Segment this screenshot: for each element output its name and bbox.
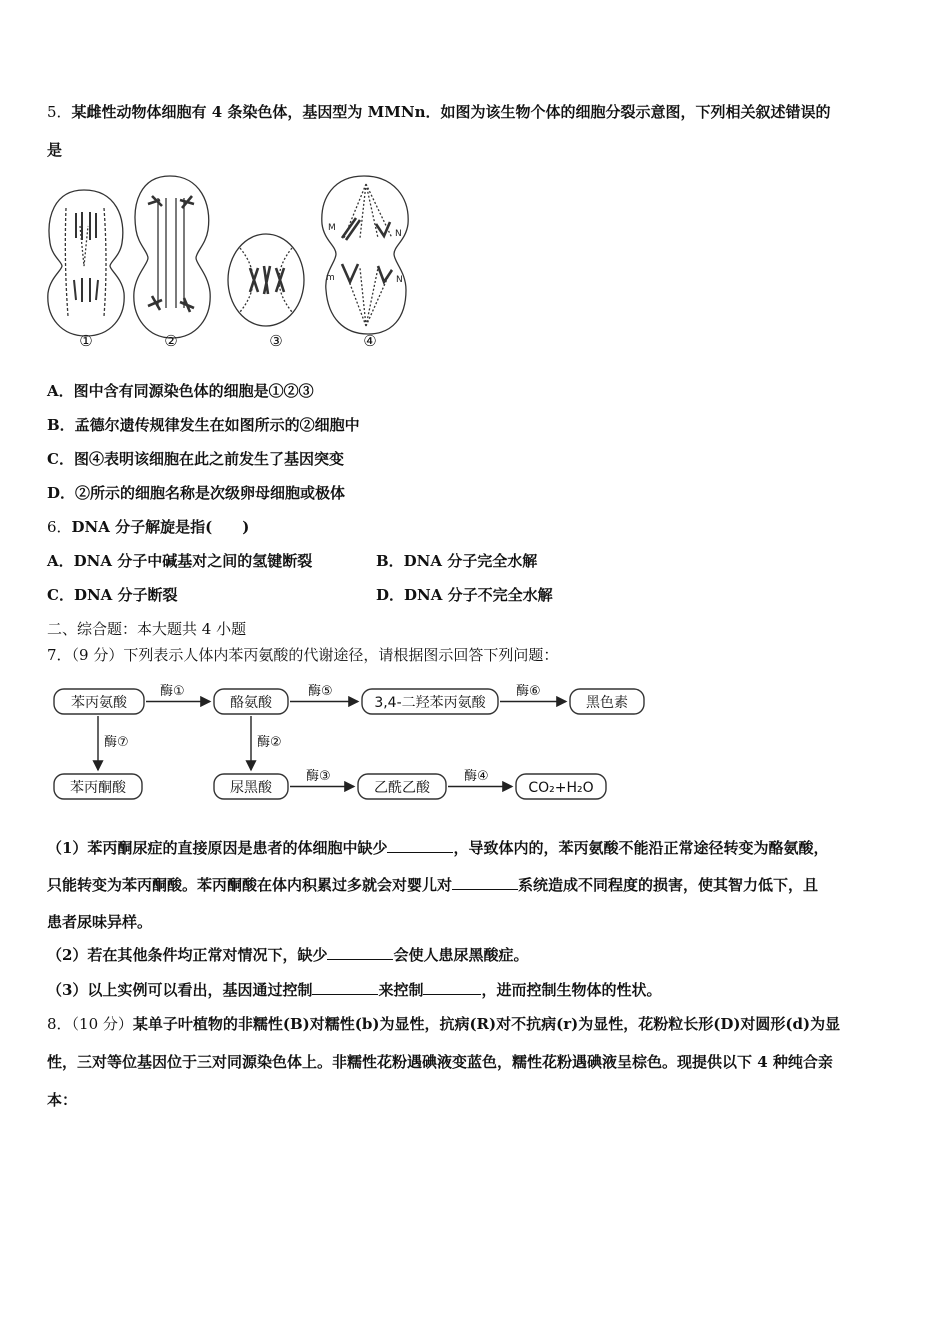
node-dopa: 3,4-二羟苯丙氨酸 bbox=[374, 695, 486, 711]
node-phenylpyruvate: 苯丙酮酸 bbox=[70, 780, 126, 796]
node-homogentisate: 尿黑酸 bbox=[230, 780, 272, 796]
cell-division-figure bbox=[44, 168, 416, 350]
enzyme-3: 酶③ bbox=[306, 769, 331, 784]
cell-2-figure bbox=[134, 176, 210, 338]
gene-label-N-top: N bbox=[395, 229, 402, 239]
q6-option-c[interactable]: C．DNA 分子断裂 bbox=[47, 586, 178, 604]
enzyme-6: 酶⑥ bbox=[516, 684, 541, 699]
enzyme-1: 酶① bbox=[160, 684, 185, 699]
node-melanin: 黑色素 bbox=[586, 695, 628, 711]
q7-number: 7． bbox=[47, 646, 72, 664]
q5-option-b[interactable]: B．孟德尔遗传规律发生在如图所示的②细胞中 bbox=[47, 416, 360, 434]
answer-blank-1[interactable] bbox=[387, 838, 453, 853]
q7-sub2: （2）若在其他条件均正常对情况下，缺少 会使人患尿黑酸症。 bbox=[47, 946, 529, 964]
node-phenylalanine: 苯丙氨酸 bbox=[71, 695, 127, 711]
q6-option-a[interactable]: A．DNA 分子中碱基对之间的氢键断裂 bbox=[47, 552, 313, 570]
q5-number: 5． bbox=[47, 103, 72, 121]
cell-4-figure bbox=[322, 176, 408, 334]
answer-blank-3[interactable] bbox=[327, 945, 393, 960]
q6-option-d[interactable]: D．DNA 分子不完全水解 bbox=[376, 586, 553, 604]
q5-option-a[interactable]: A．图中含有同源染色体的细胞是①②③ bbox=[47, 382, 314, 400]
q6-number: 6． bbox=[47, 518, 72, 536]
q7-stem: 7．（9 分）下列表示人体内苯丙氨酸的代谢途径，请根据图示回答下列问题： bbox=[47, 646, 559, 664]
cell-label-2: ② bbox=[164, 332, 178, 350]
q7-sub1-line2: 只能转变为苯丙酮酸。苯丙酮酸在体内积累过多就会对婴儿对 系统造成不同程度的损害，使其智力低下，且 bbox=[47, 876, 819, 894]
gene-label-N-bottom: N bbox=[396, 275, 403, 285]
enzyme-7: 酶⑦ bbox=[104, 735, 129, 750]
pathway-diagram bbox=[50, 676, 650, 806]
cell-1-figure bbox=[48, 190, 124, 336]
q7-sub3: （3）以上实例可以看出，基因通过控制 来控制 ，进而控制生物体的性状。 bbox=[47, 981, 662, 999]
gene-label-m: m bbox=[326, 273, 335, 283]
q8-line1: 8．（10 分）某单子叶植物的非糯性(B)对糯性(b)为显性，抗病(R)对不抗病(r)为显性，花粉粒长形(D)对圆形(d)为显 bbox=[47, 1015, 841, 1033]
q5-option-c[interactable]: C．图④表明该细胞在此之前发生了基因突变 bbox=[47, 450, 344, 468]
answer-blank-4[interactable] bbox=[312, 980, 378, 995]
q5-option-d[interactable]: D．②所示的细胞名称是次级卵母细胞或极体 bbox=[47, 484, 346, 502]
enzyme-2: 酶② bbox=[257, 735, 282, 750]
q8-line3: 本： bbox=[47, 1091, 78, 1109]
node-co2-h2o: CO₂+H₂O bbox=[528, 780, 594, 796]
enzyme-5: 酶⑤ bbox=[308, 684, 333, 699]
q7-sub1-line3: 患者尿味异样。 bbox=[47, 913, 153, 931]
node-tyrosine: 酪氨酸 bbox=[230, 695, 272, 711]
section2-title: 二、综合题：本大题共 4 小题 bbox=[47, 620, 247, 638]
q6-option-b[interactable]: B．DNA 分子完全水解 bbox=[376, 552, 538, 570]
gene-label-M: M bbox=[328, 223, 336, 233]
q5-stem-line1: 5．某雌性动物体细胞有 4 条染色体，基因型为 MMNn．如图为该生物个体的细胞分裂示意图，下列相关叙述错误的 bbox=[47, 103, 831, 121]
cell-3-figure bbox=[228, 234, 304, 326]
enzyme-4: 酶④ bbox=[464, 769, 489, 784]
cell-label-4: ④ bbox=[363, 332, 377, 350]
cell-label-1: ① bbox=[79, 332, 93, 350]
answer-blank-2[interactable] bbox=[452, 875, 518, 890]
cell-label-3: ③ bbox=[269, 332, 283, 350]
q6-stem: 6．DNA 分子解旋是指( ) bbox=[47, 518, 250, 536]
q7-sub1-line1: （1）苯丙酮尿症的直接原因是患者的体细胞中缺少 ，导致体内的，苯丙氨酸不能沿正常途径转变为酪氨酸， bbox=[47, 839, 829, 857]
q7-score: （9 分） bbox=[71, 646, 124, 664]
node-acetoacetate: 乙酰乙酸 bbox=[374, 780, 430, 796]
q8-number: 8． bbox=[47, 1015, 72, 1033]
q8-score: （10 分） bbox=[71, 1015, 133, 1033]
q5-stem-line2: 是 bbox=[47, 141, 63, 159]
answer-blank-5[interactable] bbox=[423, 980, 481, 995]
q8-line2: 性，三对等位基因位于三对同源染色体上。非糯性花粉遇碘液变蓝色，糯性花粉遇碘液呈棕色。现提供以下 4 种纯合亲 bbox=[47, 1053, 833, 1071]
